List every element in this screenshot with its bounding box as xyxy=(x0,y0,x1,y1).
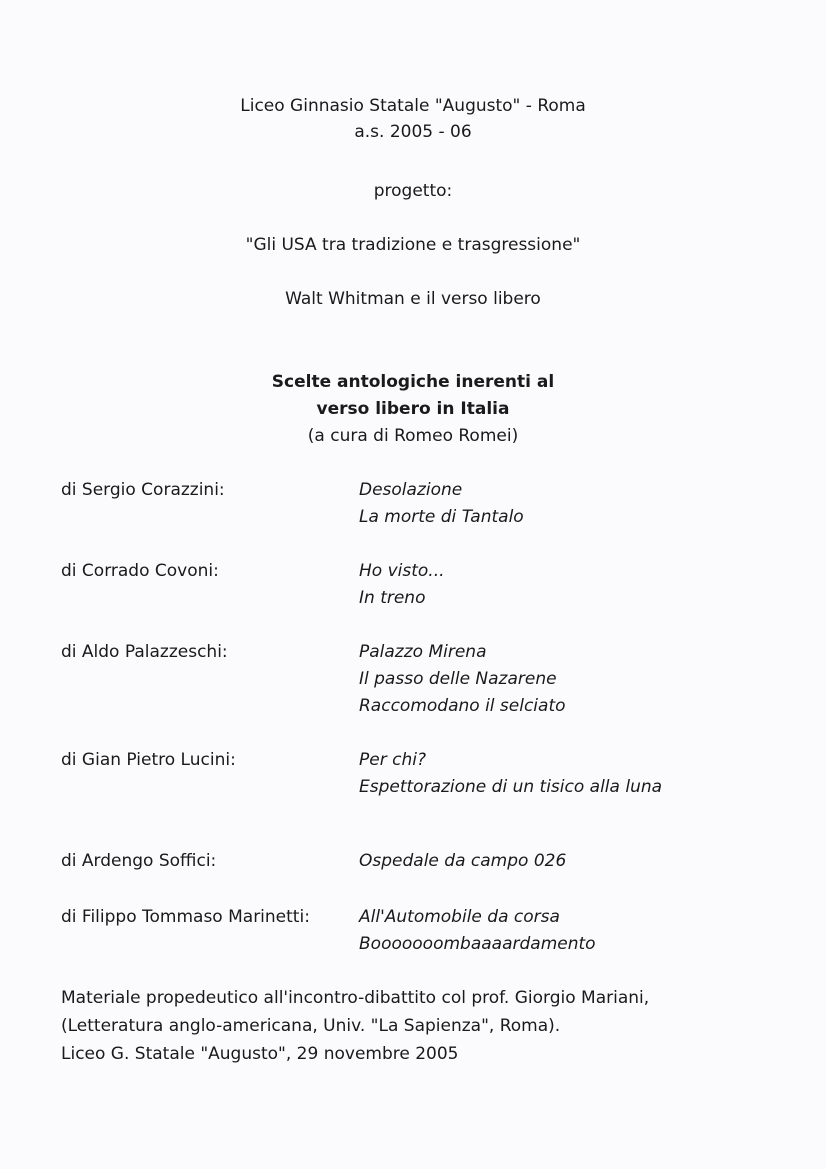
work-title: Il passo delle Nazarene xyxy=(359,669,557,689)
works-lucini xyxy=(359,747,662,801)
work-title: Booooooombaaaardamento xyxy=(359,934,596,954)
author-soffici: di Ardengo Soffici: xyxy=(61,851,217,871)
author-covoni: di Corrado Covoni: xyxy=(61,561,219,581)
work-title: In treno xyxy=(359,588,426,608)
footer-note xyxy=(61,984,801,1068)
author-palazzeschi: di Aldo Palazzeschi: xyxy=(61,642,228,662)
works-palazzeschi xyxy=(359,639,566,720)
author-lucini: di Gian Pietro Lucini: xyxy=(61,750,236,770)
author-corazzini: di Sergio Corazzini: xyxy=(61,480,225,500)
work-title: Ospedale da campo 026 xyxy=(359,851,567,871)
footer-line1: Materiale propedeutico all'incontro-dibattito col prof. Giorgio Mariani, xyxy=(61,988,650,1008)
section-title-line2: verso libero in Italia xyxy=(316,399,510,419)
work-title: La morte di Tantalo xyxy=(359,507,524,527)
work-title: Raccomodano il selciato xyxy=(359,696,566,716)
work-title: Espettorazione di un tisico alla luna xyxy=(359,777,663,797)
footer-line3: Liceo G. Statale "Augusto", 29 novembre 2005 xyxy=(61,1044,459,1064)
works-corazzini xyxy=(359,477,524,531)
work-title: Palazzo Mirena xyxy=(359,642,487,662)
works-marinetti xyxy=(359,904,596,958)
works-covoni xyxy=(359,558,445,612)
author-marinetti: di Filippo Tommaso Marinetti: xyxy=(61,907,310,927)
section-title-line1: Scelte antologiche inerenti al xyxy=(271,372,555,392)
curator: (a cura di Romeo Romei) xyxy=(307,426,519,446)
school-year: a.s. 2005 - 06 xyxy=(354,122,472,142)
project-label: progetto: xyxy=(373,181,453,201)
footer-line2: (Letteratura anglo-americana, Univ. "La Sapienza", Roma). xyxy=(61,1016,561,1036)
work-title: Ho visto... xyxy=(359,561,445,581)
work-title: Per chi? xyxy=(359,750,426,770)
school-name: Liceo Ginnasio Statale "Augusto" - Roma xyxy=(240,96,586,116)
work-title: Desolazione xyxy=(359,480,463,500)
subtitle: Walt Whitman e il verso libero xyxy=(285,289,541,309)
work-title: All'Automobile da corsa xyxy=(359,907,560,927)
project-title: "Gli USA tra tradizione e trasgressione" xyxy=(245,235,581,255)
works-soffici xyxy=(359,848,566,875)
